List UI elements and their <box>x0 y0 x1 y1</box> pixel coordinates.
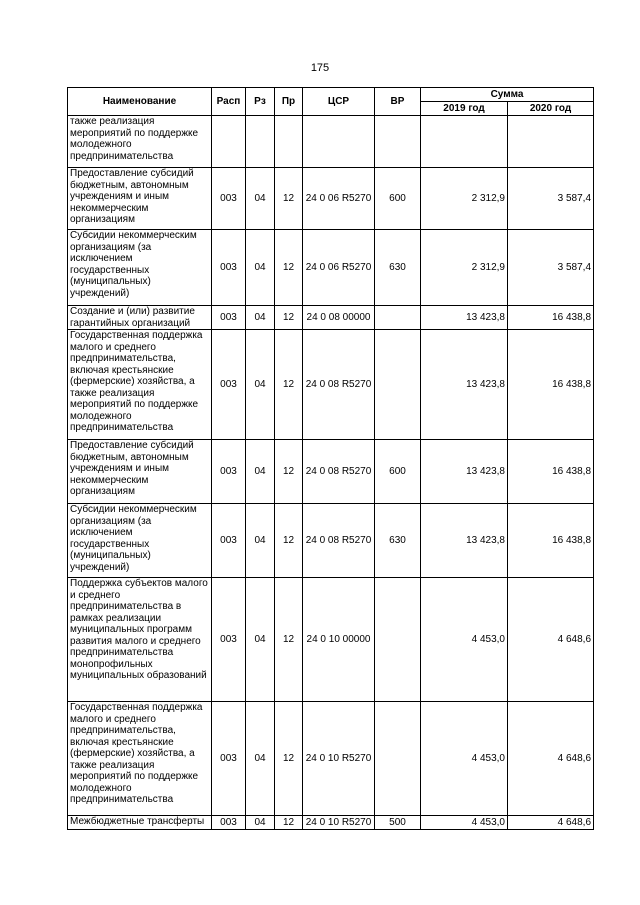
table-cell-2019 <box>421 116 508 168</box>
table-cell-pr: 12 <box>275 578 303 702</box>
table-cell-vr: 600 <box>375 168 421 230</box>
table-cell-vr: 630 <box>375 230 421 306</box>
table-cell-name: Субсидии некоммерческим организациям (за исключением государственных (муниципальных) учреждений) <box>68 230 212 306</box>
table-row <box>68 702 594 816</box>
table-row <box>68 230 594 306</box>
table-cell-2020: 16 438,8 <box>508 504 594 578</box>
table-cell-rasp: 003 <box>212 168 246 230</box>
table-cell-2020: 16 438,8 <box>508 330 594 440</box>
table-row <box>68 306 594 330</box>
table-cell-2019: 2 312,9 <box>421 230 508 306</box>
table-cell-rasp: 003 <box>212 702 246 816</box>
table-cell-2019: 13 423,8 <box>421 504 508 578</box>
table-cell-rasp: 003 <box>212 578 246 702</box>
table-cell-vr <box>375 702 421 816</box>
table-cell-2019: 2 312,9 <box>421 168 508 230</box>
table-cell-csr: 24 0 08 R5270 <box>303 504 375 578</box>
header-vr: ВР <box>375 88 421 116</box>
table-cell-2019: 4 453,0 <box>421 702 508 816</box>
table-cell-vr <box>375 116 421 168</box>
table-cell-2020: 4 648,6 <box>508 702 594 816</box>
table-cell-2020: 16 438,8 <box>508 440 594 504</box>
header-rz: Рз <box>246 88 275 116</box>
table-cell-csr <box>303 116 375 168</box>
table-row <box>68 504 594 578</box>
table-row <box>68 816 594 830</box>
table-body <box>68 116 594 830</box>
table-cell-2019: 4 453,0 <box>421 578 508 702</box>
table-cell-csr: 24 0 06 R5270 <box>303 230 375 306</box>
table-cell-vr <box>375 306 421 330</box>
header-rasp: Расп <box>212 88 246 116</box>
table-cell-name: Предоставление субсидий бюджетным, автономным учреждениям и иным некоммерческим организациям <box>68 440 212 504</box>
table-cell-rasp: 003 <box>212 504 246 578</box>
table-row <box>68 578 594 702</box>
table-cell-name: Создание и (или) развитие гарантийных организаций <box>68 306 212 330</box>
table-cell-rasp: 003 <box>212 330 246 440</box>
table-cell-name: Предоставление субсидий бюджетным, автономным учреждениям и иным некоммерческим организациям <box>68 168 212 230</box>
table-cell-2019: 4 453,0 <box>421 816 508 830</box>
table-cell-pr: 12 <box>275 306 303 330</box>
table-cell-csr: 24 0 08 R5270 <box>303 440 375 504</box>
header-year-2019: 2019 год <box>421 102 508 116</box>
table-cell-2020: 3 587,4 <box>508 230 594 306</box>
table-cell-2020: 4 648,6 <box>508 816 594 830</box>
header-name: Наименование <box>68 88 212 116</box>
table-cell-rasp <box>212 116 246 168</box>
table-cell-rz: 04 <box>246 578 275 702</box>
table-cell-2019: 13 423,8 <box>421 306 508 330</box>
table-cell-pr: 12 <box>275 440 303 504</box>
table-cell-rasp: 003 <box>212 230 246 306</box>
table-cell-pr: 12 <box>275 816 303 830</box>
table-cell-2019: 13 423,8 <box>421 330 508 440</box>
table-cell-rz: 04 <box>246 330 275 440</box>
header-year-2020: 2020 год <box>508 102 594 116</box>
table-row <box>68 168 594 230</box>
table-cell-name: также реализация мероприятий по поддержке молодежного предпринимательства <box>68 116 212 168</box>
header-sum: Сумма <box>421 88 594 102</box>
table-cell-vr: 600 <box>375 440 421 504</box>
table-cell-name: Субсидии некоммерческим организациям (за исключением государственных (муниципальных) учреждений) <box>68 504 212 578</box>
table-cell-vr <box>375 330 421 440</box>
table-cell-vr: 630 <box>375 504 421 578</box>
table-cell-name: Межбюджетные трансферты <box>68 816 212 830</box>
table-cell-2020 <box>508 116 594 168</box>
table-cell-rz: 04 <box>246 440 275 504</box>
table-cell-2020: 16 438,8 <box>508 306 594 330</box>
table-cell-rz: 04 <box>246 230 275 306</box>
table-cell-rz: 04 <box>246 168 275 230</box>
header-pr: Пр <box>275 88 303 116</box>
table-cell-2020: 4 648,6 <box>508 578 594 702</box>
table-row <box>68 116 594 168</box>
table-cell-name: Государственная поддержка малого и среднего предпринимательства, включая крестьянские (фермерские) хозяйства, а также реализация мероприятий по поддержке молодежного предпринимательства <box>68 330 212 440</box>
budget-table <box>67 87 594 830</box>
table-cell-rz: 04 <box>246 702 275 816</box>
table-cell-pr: 12 <box>275 330 303 440</box>
table-cell-rz: 04 <box>246 816 275 830</box>
table-cell-name: Государственная поддержка малого и среднего предпринимательства, включая крестьянские (фермерские) хозяйства, а также реализация мероприятий по поддержке молодежного предпринимательства <box>68 702 212 816</box>
table-cell-pr: 12 <box>275 230 303 306</box>
header-csr: ЦСР <box>303 88 375 116</box>
table-cell-2020: 3 587,4 <box>508 168 594 230</box>
table-row <box>68 440 594 504</box>
table-cell-csr: 24 0 10 R5270 <box>303 816 375 830</box>
table-cell-pr: 12 <box>275 504 303 578</box>
table-cell-vr <box>375 578 421 702</box>
table-cell-rasp: 003 <box>212 816 246 830</box>
table-cell-rz: 04 <box>246 504 275 578</box>
table-cell-pr: 12 <box>275 702 303 816</box>
page-number: 175 <box>310 62 330 74</box>
table-cell-pr <box>275 116 303 168</box>
table-cell-rasp: 003 <box>212 306 246 330</box>
table-row <box>68 330 594 440</box>
table-cell-csr: 24 0 10 R5270 <box>303 702 375 816</box>
table-cell-rasp: 003 <box>212 440 246 504</box>
table-cell-rz: 04 <box>246 306 275 330</box>
table-cell-rz <box>246 116 275 168</box>
table-cell-csr: 24 0 08 00000 <box>303 306 375 330</box>
table-cell-pr: 12 <box>275 168 303 230</box>
table-cell-vr: 500 <box>375 816 421 830</box>
table-cell-csr: 24 0 06 R5270 <box>303 168 375 230</box>
table-cell-csr: 24 0 10 00000 <box>303 578 375 702</box>
table-cell-name: Поддержка субъектов малого и среднего предпринимательства в рамках реализации муниципальных программ развития малого и среднего предпринимательства монопрофильных муниципальных образований <box>68 578 212 702</box>
table-cell-csr: 24 0 08 R5270 <box>303 330 375 440</box>
table-cell-2019: 13 423,8 <box>421 440 508 504</box>
